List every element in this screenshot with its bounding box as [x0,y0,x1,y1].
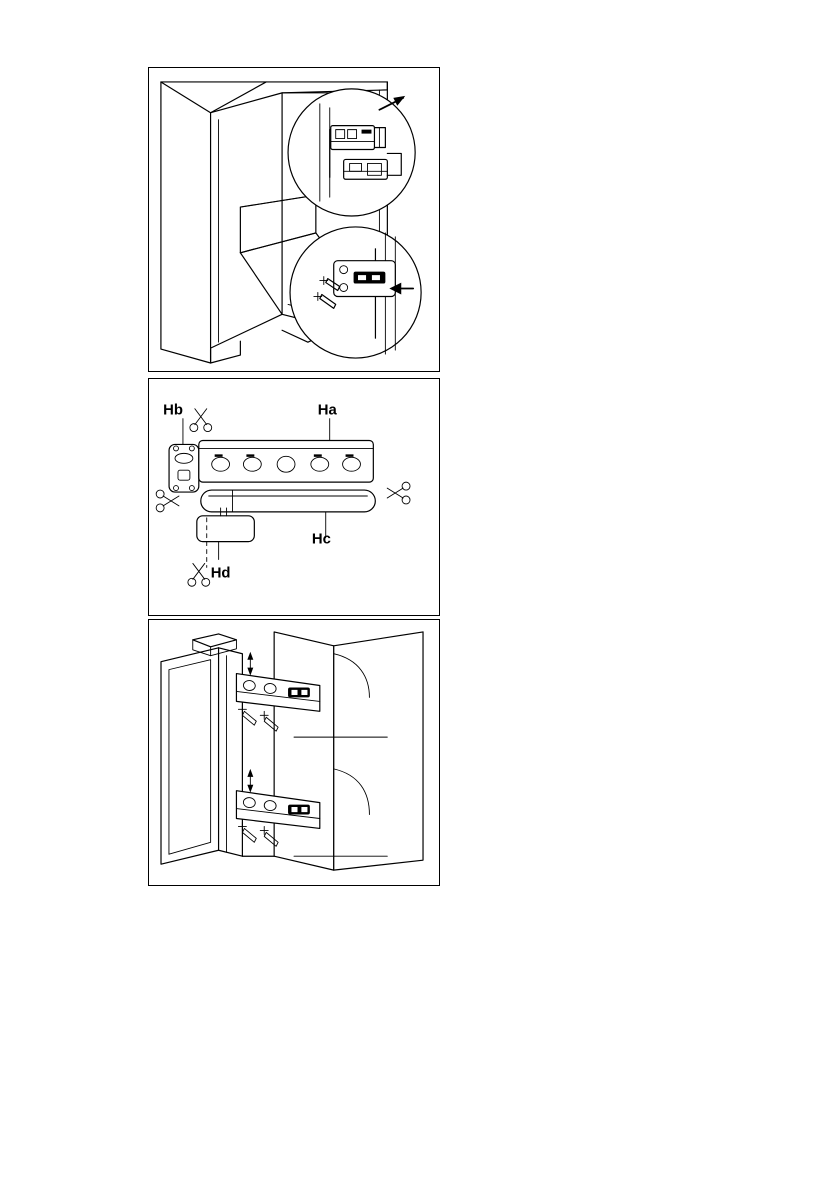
scissors-icon-right [387,482,410,504]
scissors-icon-left [156,490,179,512]
door-panel-outline [161,632,423,870]
part-hd [197,508,255,542]
bracket-lower [236,791,319,829]
part-hb [169,444,199,492]
dimension-arrow-upper [247,652,253,676]
callout-label-hb: Hb [163,402,183,419]
bracket-upper [236,674,319,712]
dimension-arrow-lower [247,769,253,793]
cover-caps-figure [148,378,440,616]
screw-lower-pair [238,822,278,846]
detail-circle-upper [288,89,415,216]
detail-circle-lower [290,227,421,358]
callout-label-hc: Hc [311,531,331,548]
callout-label-hd: Hd [210,565,231,582]
callout-label-ha: Ha [317,402,337,419]
part-ha [199,440,374,482]
door-bracket-mounting-figure [148,619,440,886]
screw-upper-pair [238,705,278,731]
scissors-icon-top [190,409,212,432]
cabinet-hinge-detail-figure [148,67,440,372]
